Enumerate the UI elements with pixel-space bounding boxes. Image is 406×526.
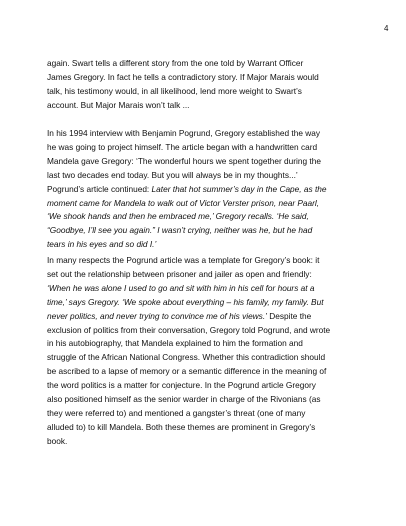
- paragraph-1: [47, 57, 373, 113]
- text-line: [47, 435, 373, 449]
- text-line: [47, 337, 373, 351]
- text-run: Mandela gave Gregory: ‘The wonderful hours we spent together during the: [47, 155, 321, 166]
- text-line: [47, 407, 373, 421]
- italic-text: “Goodbye, I’ll see you again.” I wasn’t crying, neither was he, but he had: [47, 225, 313, 236]
- text-run: talk, his testimony would, in all likelihood, lend more weight to Swart’s: [47, 85, 302, 96]
- text-run: they were referred to) and mentioned a gangster’s threat (one of many: [47, 407, 306, 418]
- text-run: set out the relationship between prisoner and jailer as open and friendly:: [47, 268, 312, 279]
- text-run: account. But Major Marais won’t talk ...: [47, 99, 190, 110]
- text-line: [47, 282, 373, 296]
- text-line: [47, 183, 373, 197]
- text-line: [47, 310, 373, 324]
- text-line: [47, 379, 373, 393]
- text-run: also positioned himself as the senior warder in charge of the Rivonians (as: [47, 394, 321, 405]
- text-line: [47, 169, 373, 183]
- text-line: [47, 351, 373, 365]
- text-run: in his autobiography, that Mandela explained to him the formation and: [47, 338, 303, 349]
- text-run: Despite the: [266, 310, 312, 321]
- italic-text: Later that hot summer’s day in the Cape, as the: [151, 183, 327, 194]
- text-line: [47, 224, 373, 238]
- text-line: [47, 324, 373, 338]
- text-run: be ascribed to a lapse of memory or a semantic difference in the meaning of: [47, 366, 327, 377]
- text-line: [47, 141, 373, 155]
- text-run: book.: [47, 435, 68, 446]
- text-line: [47, 127, 373, 141]
- italic-text: ‘We shook hands and then he embraced me,’ Gregory recalls. ‘He said,: [47, 211, 309, 222]
- text-line: [47, 210, 373, 224]
- text-line: [47, 71, 373, 85]
- text-run: alluded to) to kill Mandela. Both these themes are prominent in Gregory’s: [47, 421, 316, 432]
- italic-text: never politics, and never trying to convince me of his views.’: [47, 310, 267, 321]
- text-line: [47, 365, 373, 379]
- paragraph-3: [47, 254, 373, 449]
- italic-text: tears in his eyes and so did I.’: [47, 239, 157, 250]
- text-run: exclusion of politics from their conversation, Gregory told Pogrund, and wrote: [47, 324, 331, 335]
- text-line: [47, 296, 373, 310]
- text-run: last two decades end today. But you will always be in my thoughts...’: [47, 169, 298, 180]
- text-line: [47, 238, 373, 252]
- text-line: [47, 85, 373, 99]
- text-run: again. Swart tells a different story from the one told by Warrant Officer: [47, 58, 304, 68]
- text-run: he was going to project himself. The article began with a handwritten card: [47, 141, 318, 152]
- text-line: [47, 421, 373, 435]
- text-line: [47, 57, 373, 71]
- text-line: [47, 99, 373, 113]
- paragraph-2: [47, 127, 373, 252]
- text-run: struggle of the African National Congress. Whether this contradiction should: [47, 352, 326, 363]
- text-run: Pogrund’s article continued:: [47, 183, 152, 194]
- text-line: [47, 393, 373, 407]
- text-line: [47, 254, 373, 268]
- text-run: In many respects the Pogrund article was a template for Gregory’s book: it: [47, 255, 320, 265]
- text-line: [47, 268, 373, 282]
- italic-text: ‘When he was alone I used to go and sit with him in his cell for hours at a: [47, 282, 315, 293]
- text-run: James Gregory. In fact he tells a contradictory story. If Major Marais would: [47, 71, 319, 82]
- italic-text: moment came for Mandela to walk out of Victor Verster prison, near Paarl,: [47, 197, 320, 208]
- text-run: In his 1994 interview with Benjamin Pogrund, Gregory established the way: [47, 128, 321, 138]
- page-number: 4: [384, 24, 389, 33]
- text-line: [47, 155, 373, 169]
- text-line: [47, 197, 373, 211]
- text-run: the word politics is a matter for conjecture. In the Pogrund article Gregory: [47, 380, 316, 391]
- italic-text: time,’ says Gregory. ‘We spoke about everything – his family, my family. But: [47, 296, 324, 307]
